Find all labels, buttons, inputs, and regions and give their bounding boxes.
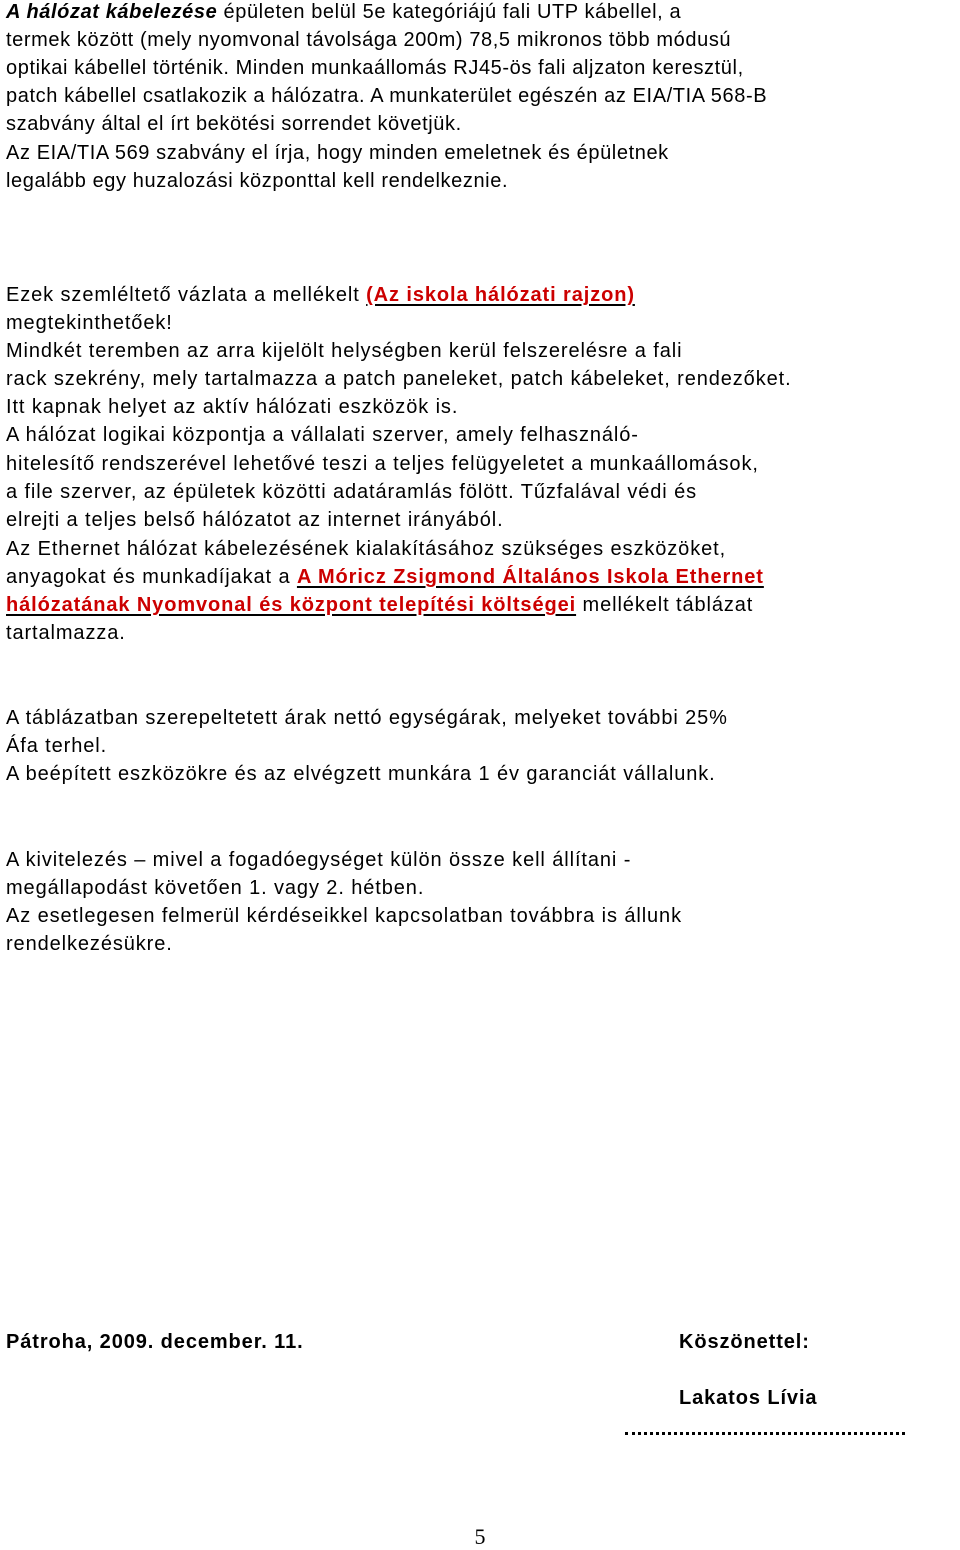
body-line-3: Mindkét teremben az arra kijelölt helységben kerül felszerelésre a fali [6, 340, 683, 362]
body-line-7: hitelesítő rendszerével lehetővé teszi a teljes felügyeletet a munkaállomások, [6, 453, 759, 475]
body-line-10: Az Ethernet hálózat kábelezésének kialakításához szükséges eszközöket, [6, 538, 727, 560]
body-line-12-text: mellékelt táblázat [576, 594, 754, 616]
signature-line [625, 1432, 905, 1435]
intro-line-5: szabvány által el írt bekötési sorrendet követjük. [6, 113, 462, 135]
cost-table-link-part-2[interactable]: hálózatának Nyomvonal és központ telepítési költségei [6, 594, 577, 616]
cost-table-link-part-1[interactable]: A Móricz Zsigmond Általános Iskola Ethernet [296, 566, 764, 588]
body-line-11-text: anyagokat és munkadíjakat a [6, 566, 297, 588]
body-line-6: A hálózat logikai központja a vállalati szerver, amely felhasználó- [6, 424, 639, 446]
intro-heading-emphasis: A hálózat kábelezése [6, 1, 218, 23]
intro-line-4: patch kábellel csatlakozik a hálózatra. A munkaterület egészén az EIA/TIA 568-B [6, 85, 768, 107]
page-number: 5 [474, 1524, 486, 1549]
price-line-1: A táblázatban szerepeltetett árak nettó egységárak, melyeket további 25% [6, 707, 728, 729]
body-line-11 [6, 563, 764, 591]
body-line-12 [6, 591, 753, 619]
body-line-1-text: Ezek szemléltető vázlata a mellékelt [6, 284, 367, 306]
body-line-4: rack szekrény, mely tartalmazza a patch paneleket, patch kábeleket, rendezőket. [6, 368, 792, 390]
body-line-1 [6, 281, 635, 309]
intro-line-2: termek között (mely nyomvonal távolsága 200m) 78,5 mikronos több módusú [6, 29, 732, 51]
signer-name: Lakatos Lívia [679, 1387, 818, 1409]
intro-line-7: legalább egy huzalozási központtal kell rendelkeznie. [6, 170, 509, 192]
body-line-5: Itt kapnak helyet az aktív hálózati eszközök is. [6, 396, 459, 418]
intro-line-6: Az EIA/TIA 569 szabvány el írja, hogy minden emeletnek és épületnek [6, 142, 669, 164]
schedule-line-4: rendelkezésükre. [6, 933, 173, 955]
closing-thanks: Köszönettel: [679, 1331, 810, 1353]
price-line-3: A beépített eszközökre és az elvégzett munkára 1 év garanciát vállalunk. [6, 763, 716, 785]
intro-line-3: optikai kábellel történik. Minden munkaállomás RJ45-ös fali aljzaton keresztül, [6, 57, 744, 79]
intro-line-1 [6, 0, 681, 26]
body-line-9: elrejti a teljes belső hálózatot az internet irányából. [6, 509, 504, 531]
schedule-line-2: megállapodást követően 1. vagy 2. hétben. [6, 877, 425, 899]
body-line-8: a file szerver, az épületek közötti adatáramlás fölött. Tűzfalával védi és [6, 481, 697, 503]
network-drawing-link[interactable]: (Az iskola hálózati rajzon) [366, 284, 635, 306]
place-date: Pátroha, 2009. december. 11. [6, 1331, 304, 1353]
schedule-line-3: Az esetlegesen felmerül kérdéseikkel kapcsolatban továbbra is állunk [6, 905, 682, 927]
body-line-13: tartalmazza. [6, 622, 126, 644]
body-line-2: megtekinthetőek! [6, 312, 173, 334]
price-line-2: Áfa terhel. [6, 735, 108, 757]
schedule-line-1: A kivitelezés – mivel a fogadóegységet külön össze kell állítani - [6, 849, 632, 871]
intro-line-1-text: épületen belül 5e kategóriájú fali UTP kábellel, a [217, 1, 682, 23]
